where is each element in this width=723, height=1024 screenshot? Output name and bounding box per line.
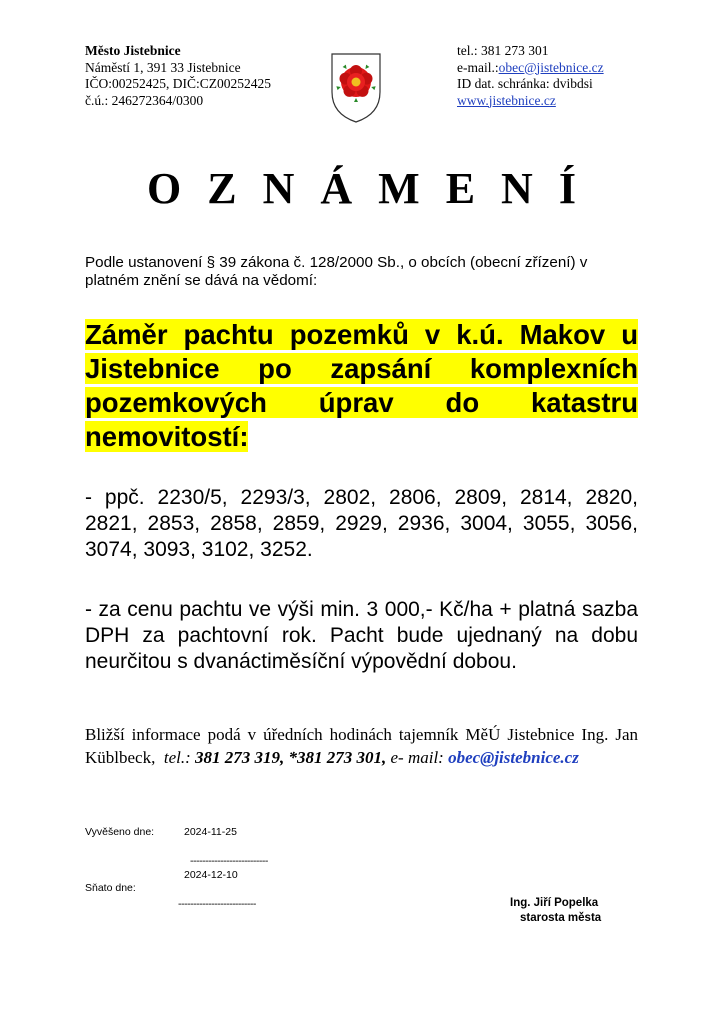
town-ids: IČO:00252425, DIČ:CZ00252425: [85, 76, 272, 91]
town-crest-icon: [330, 52, 382, 124]
contact-email-label: e-mail.:: [457, 59, 499, 75]
parcels-paragraph: - ppč. 2230/5, 2293/3, 2802, 2806, 2809, 2814, 2820, 2821, 2853, 2858, 2859, 2929, 2936, 3004, 3055, 3056, 3074, 3093, 3102, 3252.: [85, 486, 638, 561]
removed-label: Sňato dne:: [85, 882, 136, 894]
intro-text: Podle ustanovení § 39 zákona č. 128/2000 Sb., o obcích (obecní zřízení) v platném znění se dává na vědomí:: [85, 254, 588, 289]
announcement-headline: [85, 318, 638, 454]
headline-highlight: Záměr pachtu pozemků v k.ú. Makov u Jistebnice po zapsání komplexních pozemkových úprav do katastru nemovitostí:: [85, 319, 638, 452]
contact-phone: tel.: 381 273 301: [457, 43, 549, 58]
info-mail-link[interactable]: obec@jistebnice.cz: [448, 747, 579, 767]
contact-info-paragraph: [85, 724, 638, 769]
signature-role: starosta města: [520, 912, 602, 924]
contact-block: [457, 43, 604, 109]
info-tel-numbers: 381 273 319, *381 273 301,: [195, 747, 387, 767]
info-tel-label: tel.:: [163, 747, 191, 767]
signature-name: Ing. Jiří Popelka: [510, 897, 599, 909]
info-text: Bližší informace podá v úředních hodinách tajemník MěÚ Jistebnice Ing. Jan Küblbeck,: [85, 725, 638, 767]
info-mail-label: e- mail:: [390, 747, 444, 767]
town-account: č.ú.: 246272364/0300: [85, 92, 204, 108]
contact-email-line: [457, 60, 604, 77]
posted-label: Vyvěšeno dne:: [85, 826, 155, 838]
contact-web-link[interactable]: www.jistebnice.cz: [457, 92, 556, 108]
removed-date: 2024-12-10: [184, 869, 238, 881]
posted-date: 2024-11-25: [184, 826, 237, 838]
page-title: OZNÁMENÍ: [147, 164, 602, 213]
town-name: Město Jistebnice: [85, 43, 181, 58]
removed-line: --------------------------: [178, 898, 256, 910]
sender-block: [85, 43, 271, 109]
town-address: Náměstí 1, 391 33 Jistebnice: [85, 59, 241, 75]
price-paragraph: - za cenu pachtu ve výši min. 3 000,- Kč/ha + platná sazba DPH za pachtovní rok. Pacht bude ujednaný na dobu neurčitou s dvanáctiměsíční výpovědní dobou.: [85, 598, 638, 673]
posted-line: --------------------------: [190, 855, 268, 867]
contact-email-link[interactable]: obec@jistebnice.cz: [498, 59, 604, 75]
contact-databox: ID dat. schránka: dvibdsi: [457, 76, 593, 91]
